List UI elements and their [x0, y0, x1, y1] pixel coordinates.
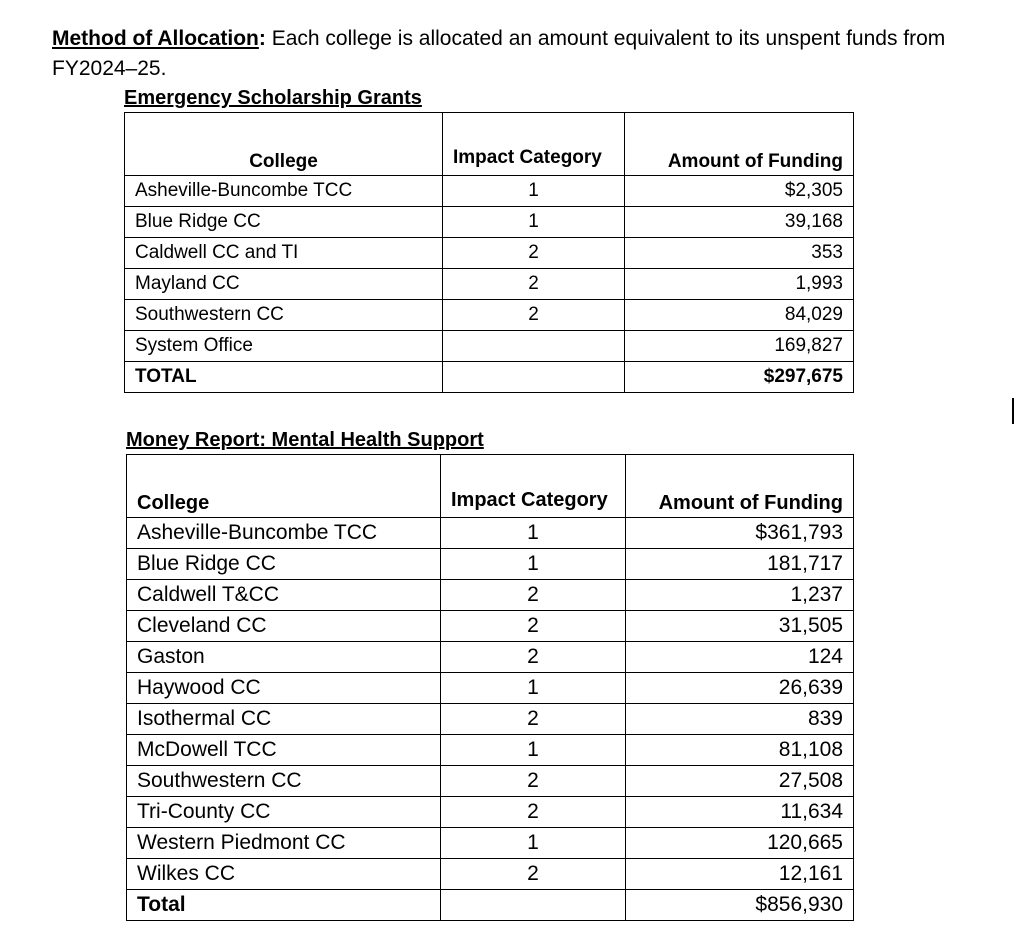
impact-category-cell: 1: [441, 673, 626, 704]
college-cell: Gaston: [127, 642, 441, 673]
impact-category-cell: 2: [441, 704, 626, 735]
college-cell: Blue Ridge CC: [125, 207, 443, 238]
impact-category-cell: 1: [443, 176, 625, 207]
allocation-method-text: Each college is allocated an amount equivalent to its unspent funds from FY2024–25.: [52, 27, 946, 80]
impact-category-cell: [443, 331, 625, 362]
table-header-row: [125, 113, 854, 176]
amount-cell: 353: [625, 238, 854, 269]
table-header-row: [127, 455, 854, 518]
table-row: [125, 238, 854, 269]
table-row: [125, 300, 854, 331]
college-cell: Asheville-Buncombe TCC: [125, 176, 443, 207]
text-cursor: [1012, 398, 1014, 424]
impact-category-cell: 2: [441, 766, 626, 797]
college-cell: Mayland CC: [125, 269, 443, 300]
table-row: [127, 642, 854, 673]
amount-cell: 27,508: [626, 766, 854, 797]
table-row: [127, 797, 854, 828]
college-cell: Isothermal CC: [127, 704, 441, 735]
college-cell: Tri-County CC: [127, 797, 441, 828]
total-row: [127, 890, 854, 921]
table-row: [127, 518, 854, 549]
amount-cell: 169,827: [625, 331, 854, 362]
table-row: [127, 828, 854, 859]
college-column-header: College: [127, 455, 441, 518]
college-cell: Caldwell CC and TI: [125, 238, 443, 269]
impact-category-cell: 1: [441, 549, 626, 580]
table-row: [127, 549, 854, 580]
total-amount-cell: $856,930: [626, 890, 854, 921]
total-label-cell: Total: [127, 890, 441, 921]
college-cell: Haywood CC: [127, 673, 441, 704]
total-row: [125, 362, 854, 393]
impact-category-cell: 2: [441, 642, 626, 673]
allocation-method-paragraph: [52, 24, 1012, 84]
impact-category-cell: 1: [441, 828, 626, 859]
amount-cell: 39,168: [625, 207, 854, 238]
college-cell: Western Piedmont CC: [127, 828, 441, 859]
college-column-header: College: [125, 113, 443, 176]
amount-cell: 181,717: [626, 549, 854, 580]
impact-category-cell: 2: [441, 797, 626, 828]
amount-cell: 1,993: [625, 269, 854, 300]
emergency-grants-table: [124, 112, 854, 393]
amount-column-header: Amount of Funding: [626, 455, 854, 518]
amount-cell: 1,237: [626, 580, 854, 611]
amount-cell: 124: [626, 642, 854, 673]
table-row: [125, 331, 854, 362]
mental-health-support-table: [126, 454, 854, 921]
amount-cell: 120,665: [626, 828, 854, 859]
table-row: [127, 735, 854, 766]
table-row: [125, 207, 854, 238]
impact-category-cell: 1: [441, 518, 626, 549]
college-cell: Wilkes CC: [127, 859, 441, 890]
total-amount-cell: $297,675: [625, 362, 854, 393]
college-cell: McDowell TCC: [127, 735, 441, 766]
college-cell: System Office: [125, 331, 443, 362]
total-label-cell: TOTAL: [125, 362, 443, 393]
college-cell: Caldwell T&CC: [127, 580, 441, 611]
college-cell: Southwestern CC: [127, 766, 441, 797]
impact-category-cell: 1: [443, 207, 625, 238]
allocation-method-colon: :: [258, 27, 266, 50]
amount-cell: 11,634: [626, 797, 854, 828]
impact-category-column-header: Impact Category: [441, 455, 626, 518]
mental-health-support-title: Money Report: Mental Health Support: [126, 429, 484, 451]
amount-cell: 26,639: [626, 673, 854, 704]
table-row: [127, 766, 854, 797]
amount-column-header: Amount of Funding: [625, 113, 854, 176]
amount-cell: 839: [626, 704, 854, 735]
impact-category-cell: 2: [441, 611, 626, 642]
amount-cell: 12,161: [626, 859, 854, 890]
total-category-cell: [441, 890, 626, 921]
impact-category-cell: 2: [441, 859, 626, 890]
impact-category-cell: 2: [443, 238, 625, 269]
emergency-grants-title: Emergency Scholarship Grants: [124, 87, 422, 109]
table-row: [127, 673, 854, 704]
impact-category-cell: 2: [443, 300, 625, 331]
college-cell: Southwestern CC: [125, 300, 443, 331]
total-category-cell: [443, 362, 625, 393]
table-row: [127, 611, 854, 642]
impact-category-cell: 2: [441, 580, 626, 611]
table-row: [127, 859, 854, 890]
amount-cell: 84,029: [625, 300, 854, 331]
table-row: [125, 176, 854, 207]
amount-cell: $2,305: [625, 176, 854, 207]
impact-category-column-header: Impact Category: [443, 113, 625, 176]
impact-category-cell: 1: [441, 735, 626, 766]
allocation-method-label: Method of Allocation: [52, 27, 259, 50]
amount-cell: 31,505: [626, 611, 854, 642]
amount-cell: 81,108: [626, 735, 854, 766]
table-row: [125, 269, 854, 300]
college-cell: Cleveland CC: [127, 611, 441, 642]
college-cell: Blue Ridge CC: [127, 549, 441, 580]
amount-cell: $361,793: [626, 518, 854, 549]
table-row: [127, 580, 854, 611]
college-cell: Asheville-Buncombe TCC: [127, 518, 441, 549]
table-row: [127, 704, 854, 735]
impact-category-cell: 2: [443, 269, 625, 300]
